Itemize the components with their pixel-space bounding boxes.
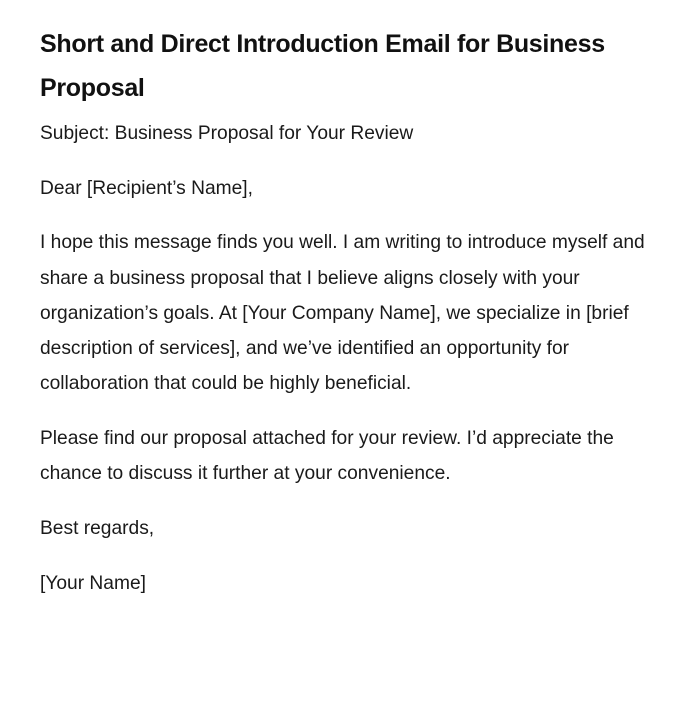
document-title: Short and Direct Introduction Email for Business Proposal	[40, 30, 605, 102]
email-body-paragraph-1: I hope this message finds you well. I am writing to introduce myself and share a business proposal that I believe aligns closely with your organization’s goals. At [Your Company Name], we specialize in [brief description of services], and we’ve identified an opportunity for collaboration that could be highly beneficial.	[40, 232, 645, 395]
email-subject-line: Subject: Business Proposal for Your Review	[40, 123, 414, 144]
email-signature: [Your Name]	[40, 572, 146, 594]
email-body-paragraph-2: Please find our proposal attached for your review. I’d appreciate the chance to discuss it further at your convenience.	[40, 427, 614, 485]
email-greeting: Dear [Recipient’s Name],	[40, 177, 253, 199]
email-closing: Best regards,	[40, 517, 155, 539]
